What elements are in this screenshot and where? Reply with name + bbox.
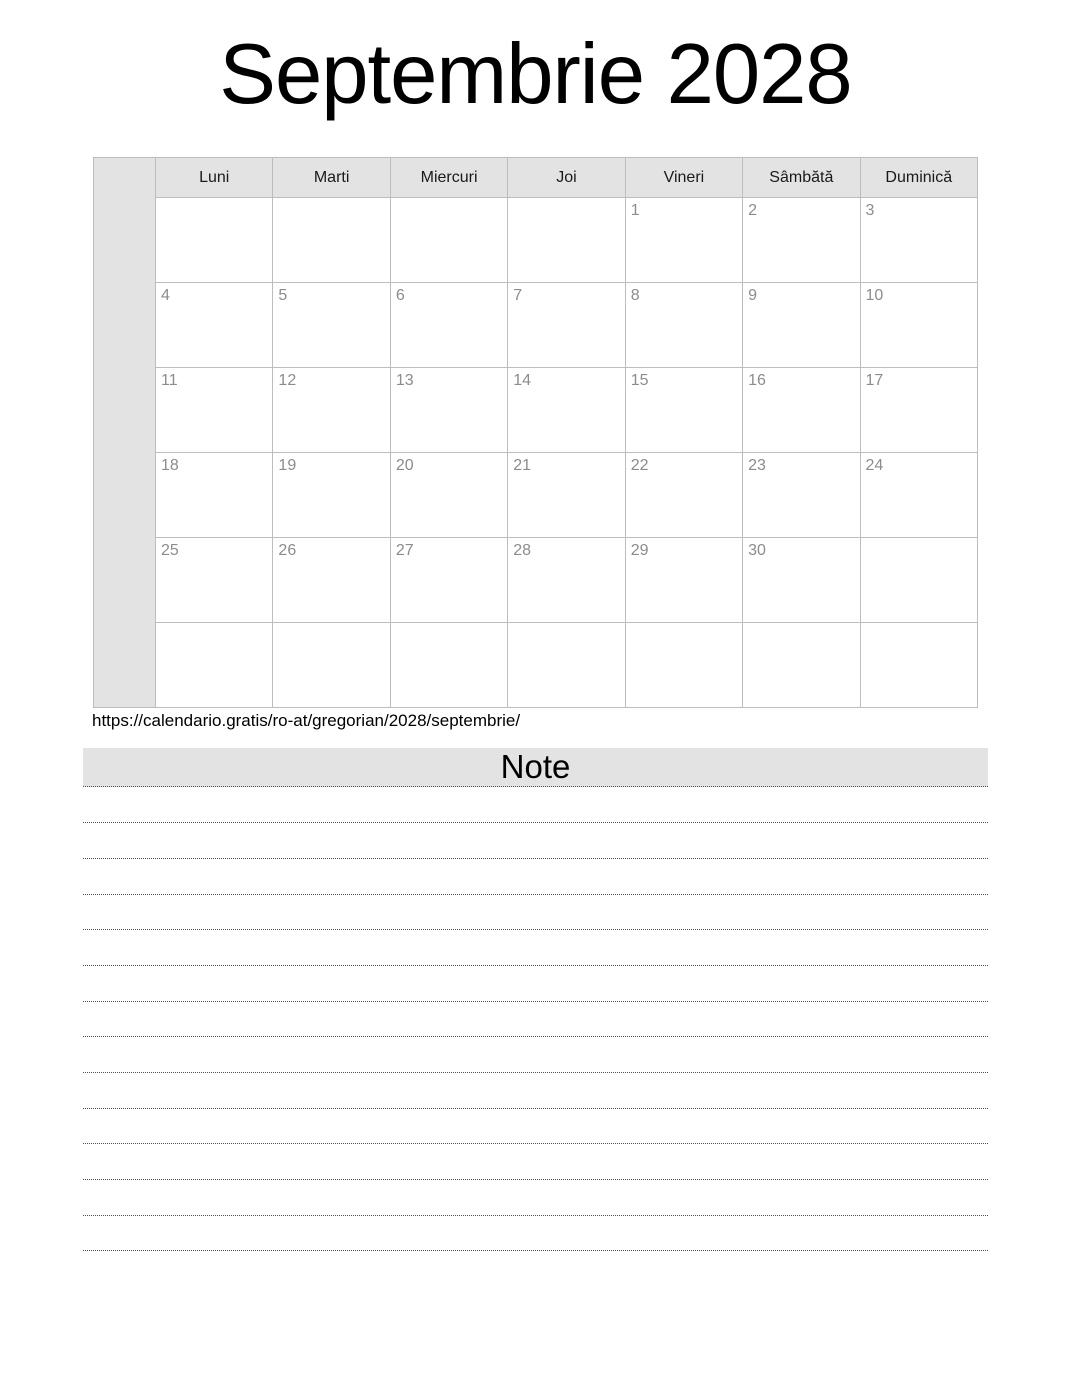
day-cell	[156, 623, 273, 708]
day-cell: 13	[390, 368, 507, 453]
note-line	[83, 823, 988, 859]
day-cell	[860, 538, 977, 623]
day-cell: 24	[860, 453, 977, 538]
day-cell	[508, 198, 625, 283]
day-cell: 11	[156, 368, 273, 453]
page-title: Septembrie 2028	[219, 27, 852, 122]
note-line	[83, 1002, 988, 1038]
note-line	[83, 930, 988, 966]
calendar-table	[93, 157, 978, 708]
day-header-miercuri: Miercuri	[390, 158, 507, 198]
day-header-vineri: Vineri	[625, 158, 742, 198]
day-cell: 9	[743, 283, 860, 368]
note-line	[83, 788, 988, 824]
notes-title: Note	[500, 748, 571, 785]
week-row	[94, 538, 978, 623]
day-cell: 12	[273, 368, 390, 453]
day-cell: 1	[625, 198, 742, 283]
day-cell: 17	[860, 368, 977, 453]
day-cell	[390, 623, 507, 708]
week-row	[94, 283, 978, 368]
note-line	[83, 1073, 988, 1109]
day-cell	[743, 623, 860, 708]
day-header-duminica: Duminică	[860, 158, 977, 198]
day-cell: 23	[743, 453, 860, 538]
day-cell: 2	[743, 198, 860, 283]
day-header-marti: Marti	[273, 158, 390, 198]
day-cell: 27	[390, 538, 507, 623]
day-cell	[273, 198, 390, 283]
day-cell	[390, 198, 507, 283]
day-cell: 30	[743, 538, 860, 623]
day-cell: 21	[508, 453, 625, 538]
day-cell	[273, 623, 390, 708]
day-cell: 10	[860, 283, 977, 368]
week-row	[94, 453, 978, 538]
note-line	[83, 1144, 988, 1180]
week-row	[94, 368, 978, 453]
day-cell: 4	[156, 283, 273, 368]
note-line	[83, 859, 988, 895]
note-lines	[83, 788, 988, 1252]
source-url: https://calendario.gratis/ro-at/gregorian/2028/septembrie/	[92, 711, 521, 730]
day-cell: 26	[273, 538, 390, 623]
note-line	[83, 1037, 988, 1073]
day-cell: 29	[625, 538, 742, 623]
day-cell: 18	[156, 453, 273, 538]
day-cell	[860, 623, 977, 708]
day-cell: 28	[508, 538, 625, 623]
day-cell: 25	[156, 538, 273, 623]
note-line	[83, 1216, 988, 1252]
week-row	[94, 198, 978, 283]
note-line	[83, 966, 988, 1002]
day-cell: 19	[273, 453, 390, 538]
day-cell	[156, 198, 273, 283]
day-cell: 14	[508, 368, 625, 453]
week-margin-column	[94, 158, 156, 708]
note-line	[83, 1109, 988, 1145]
day-cell: 3	[860, 198, 977, 283]
note-line	[83, 895, 988, 931]
day-cell: 8	[625, 283, 742, 368]
day-cell	[508, 623, 625, 708]
day-cell: 20	[390, 453, 507, 538]
day-cell: 16	[743, 368, 860, 453]
day-cell: 6	[390, 283, 507, 368]
day-header-joi: Joi	[508, 158, 625, 198]
day-cell: 15	[625, 368, 742, 453]
day-header-luni: Luni	[156, 158, 273, 198]
day-cell: 5	[273, 283, 390, 368]
calendar-header-row	[94, 158, 978, 198]
day-cell: 7	[508, 283, 625, 368]
note-line	[83, 1180, 988, 1216]
notes-header	[83, 748, 988, 787]
day-header-sambata: Sâmbătă	[743, 158, 860, 198]
week-row	[94, 623, 978, 708]
day-cell: 22	[625, 453, 742, 538]
day-cell	[625, 623, 742, 708]
